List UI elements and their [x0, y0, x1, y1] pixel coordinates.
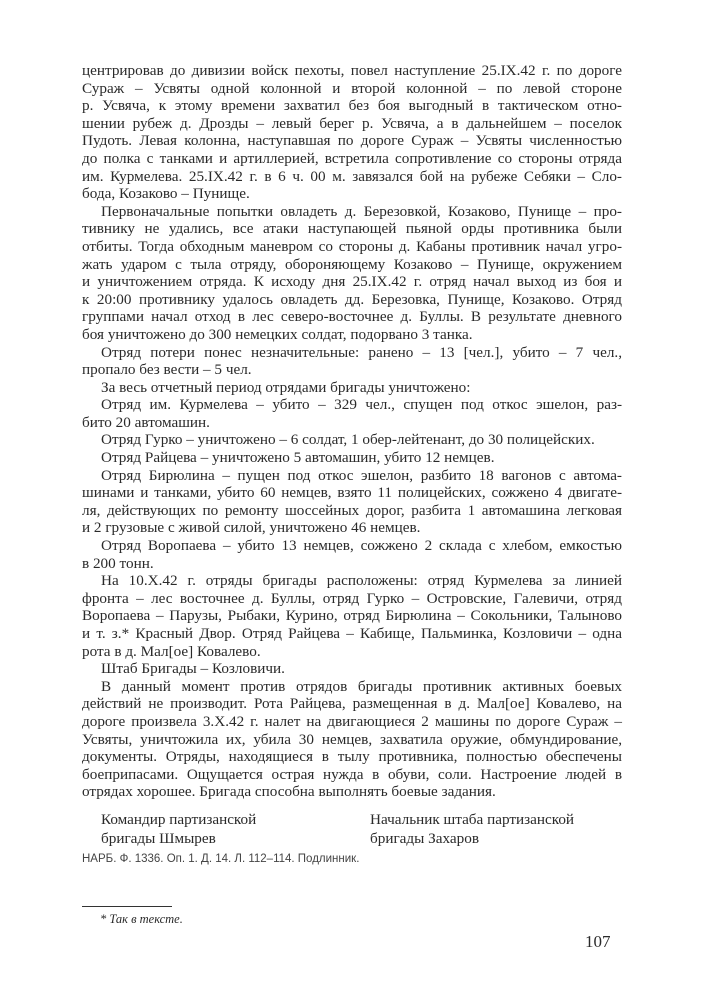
- text-line: в 200 тонн.: [82, 554, 154, 572]
- text-line: рота в д. Мал[ое] Ковалево.: [82, 642, 261, 660]
- text-line: действий не производит. Рота Райцева, размещенная в д. Мал[ое] Ковалево, на: [82, 695, 622, 713]
- text-line: дороге произвела 3.X.42 г. налет на двигающиеся 2 машины по дороге Сураж –: [82, 712, 622, 730]
- signature-line: Командир партизанской: [101, 811, 257, 828]
- text-line: За весь отчетный период отрядами бригады уничтожено:: [101, 378, 471, 396]
- page-number: 107: [585, 932, 611, 951]
- text-line: тивнику не удались, все атаки наступающей пьяной орды противника были: [82, 220, 622, 238]
- text-line: Первоначальные попытки овладеть д. Березовкой, Козаково, Пунище – про-: [101, 202, 622, 220]
- text-line: и т. з.* Красный Двор. Отряд Райцева – Кабище, Пальминка, Козловичи – одна: [82, 625, 622, 642]
- text-line: и уничтожением отряда. К исходу дня 25.IX.42 г. отряд начал выход из боя и: [82, 273, 622, 291]
- document-body: [82, 62, 622, 801]
- text-line: отрядах хорошее. Бригада способна выполнять боевые задания.: [82, 783, 496, 801]
- text-line: и 2 грузовые с живой силой, уничтожено 46 немцев.: [82, 519, 421, 537]
- text-line: Штаб Бригады – Козловичи.: [101, 660, 285, 678]
- text-line: Отряд Бирюлина – пущен под откос эшелон, разбито 18 вагонов с автома-: [101, 466, 622, 484]
- signature-chief-of-staff: [370, 810, 574, 848]
- text-line: документы. Отряды, находящиеся в тылу противника, полностью обеспечены: [82, 748, 622, 766]
- text-line: жать ударом с тыла отряду, обороняющему Козаково – Пунище, окружением: [82, 255, 622, 273]
- text-line: отбиты. Тогда обходным маневром со стороны д. Кабаны противник начал угро-: [82, 237, 622, 255]
- text-line: до полка с танками и артиллерией, встретила сопротивление со стороны отряда: [82, 149, 622, 167]
- text-line: Усвяты, уничтожила их, убила 30 немцев, захватила оружие, обмундирование,: [82, 730, 622, 748]
- text-line: Воропаева – Парузы, Рыбаки, Курино, отряд Бирюлина – Сокольники, Талыново: [82, 607, 622, 625]
- text-line: им. Курмелева. 25.IX.42 г. в 6 ч. 00 м. завязался бой на рубеже Себяки – Сло-: [82, 167, 622, 185]
- text-line: Отряд Райцева – уничтожено 5 автомашин, убито 12 немцев.: [101, 449, 495, 467]
- signature-commander: [101, 810, 256, 848]
- text-line: бода, Козаково – Пунище.: [82, 185, 250, 203]
- text-line: Сураж – Усвяты одной колонной и второй колонной – по левой стороне: [82, 79, 622, 97]
- text-line: р. Усвяча, к этому времени захватил без боя выгодный в тактическом отно-: [82, 97, 622, 115]
- signature-line: Начальник штаба партизанской: [370, 811, 575, 828]
- archive-reference: НАРБ. Ф. 1336. Оп. 1. Д. 14. Л. 112–114. Подлинник.: [82, 853, 360, 865]
- text-line: группами начал отход в лес северо-восточнее д. Буллы. В результате дневного: [82, 308, 622, 326]
- text-line: ля, действующих по ремонту шоссейных дорог, разбита 1 автомашина легковая: [82, 501, 622, 519]
- text-line: фронта – лес восточнее д. Буллы, отряд Гурко – Островские, Галевичи, отряд: [82, 589, 622, 607]
- text-line: Отряд Гурко – уничтожено – 6 солдат, 1 обер-лейтенант, до 30 полицейских.: [101, 431, 595, 449]
- text-line: к 20:00 противнику удалось овладеть дд. Березовка, Пунище, Козаково. Отряд: [82, 290, 622, 308]
- text-line: пропало без вести – 5 чел.: [82, 361, 252, 379]
- text-line: шении рубеж д. Дрозды – левый берег р. Усвяча, а в дальнейшем – поселок: [82, 114, 622, 132]
- text-line: На 10.X.42 г. отряды бригады расположены: отряд Курмелева за линией: [101, 572, 622, 590]
- text-line: В данный момент против отрядов бригады противник активных боевых: [101, 677, 622, 695]
- signature-line: бригады Шмырев: [101, 830, 216, 847]
- text-line: центрировав до дивизии войск пехоты, повел наступление 25.IX.42 г. по дороге: [82, 62, 622, 79]
- text-line: боеприпасами. Ощущается острая нужда в обуви, соли. Настроение людей в: [82, 765, 622, 783]
- text-line: Отряд Воропаева – убито 13 немцев, сожжено 2 склада с хлебом, емкостью: [101, 537, 622, 555]
- text-line: Отряд потери понес незначительные: ранено – 13 [чел.], убито – 7 чел.,: [101, 343, 622, 361]
- footnote: * Так в тексте.: [100, 912, 183, 926]
- text-line: Пудоть. Левая колонна, наступавшая по дороге Сураж – Усвяты численностью: [82, 132, 622, 150]
- footnote-divider: [82, 906, 172, 907]
- text-line: шинами и танками, убито 60 немцев, взято 11 полицейских, сожжено 4 двигате-: [82, 484, 622, 502]
- text-line: Отряд им. Курмелева – убито – 329 чел., спущен под откос эшелон, раз-: [101, 396, 622, 414]
- text-line: боя уничтожено до 300 немецких солдат, подорвано 3 танка.: [82, 325, 473, 343]
- text-line: бито 20 автомашин.: [82, 413, 210, 431]
- signature-line: бригады Захаров: [370, 830, 479, 847]
